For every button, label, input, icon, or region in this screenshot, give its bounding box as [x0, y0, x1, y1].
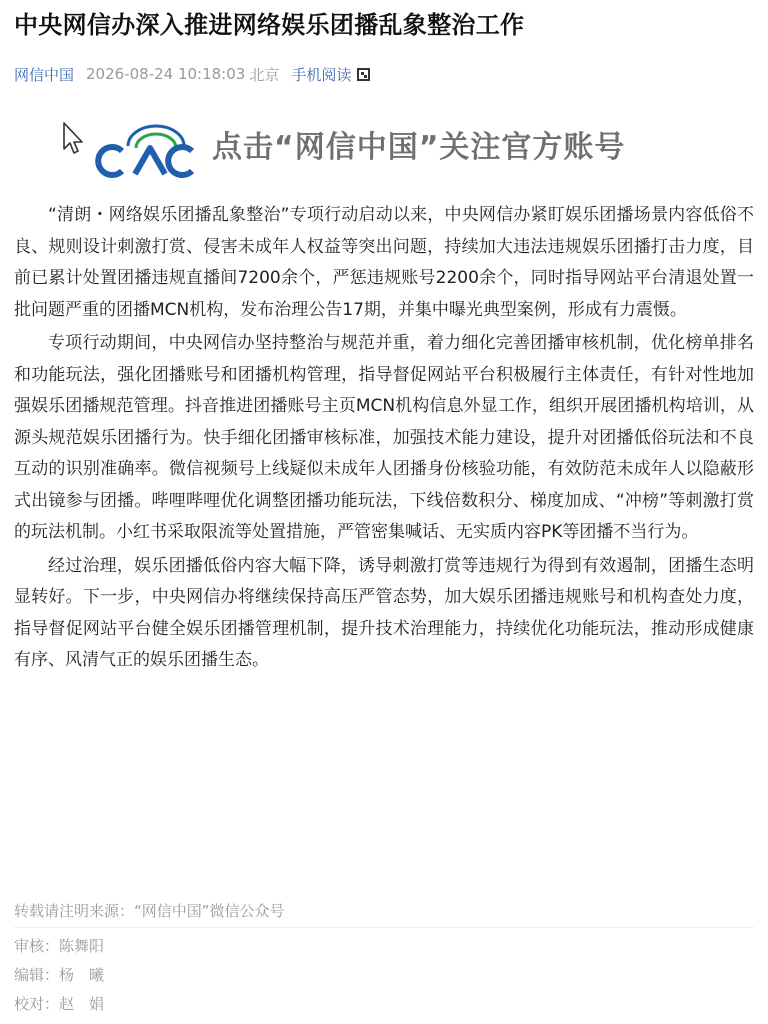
- cac-logo: [88, 124, 224, 178]
- banner-follow-text: 点击“网信中国”关注官方账号: [212, 130, 626, 165]
- article-meta: [14, 62, 370, 86]
- article-title: 中央网信办深入推进网络娱乐团播乱象整治工作: [14, 11, 525, 39]
- publish-location: 北京: [249, 65, 280, 84]
- follow-banner[interactable]: [62, 118, 702, 182]
- proofreader: 校对：赵 娟: [14, 995, 105, 1013]
- paragraph: “清朗・网络娱乐团播乱象整治”专项行动启动以来，中央网信办紧盯娱乐团播场景内容低俗不良、规则设计刺激打赏、侵害未成年人权益等突出问题，持续加大违法违规娱乐团播打击力度，目前已累计处置团播违规直播间7200余个，严惩违规账号2200余个，同时指导网站平台清退处置一批问题严重的团播MCN机构，发布治理公告17期，并集中曝光典型案例，形成有力震慑。: [14, 205, 754, 320]
- editor: 编辑：杨 曦: [14, 966, 105, 984]
- qr-code-icon[interactable]: [357, 68, 370, 81]
- source-link[interactable]: 网信中国: [14, 65, 75, 84]
- paragraph: 经过治理，娱乐团播低俗内容大幅下降，诱导刺激打赏等违规行为得到有效遏制，团播生态明显转好。下一步，中央网信办将继续保持高压严管态势，加大娱乐团播违规账号和机构查处力度，指导督促网站平台健全娱乐团播管理机制，提升技术治理能力，持续优化功能玩法，推动形成健康有序、风清气正的娱乐团播生态。: [14, 555, 754, 670]
- article-footer: [14, 896, 754, 1019]
- cursor-arrow-icon: [62, 122, 86, 156]
- reprint-note: 转载请注明来源：“网信中国”微信公众号: [14, 896, 754, 928]
- mobile-read-link[interactable]: 手机阅读: [291, 65, 352, 84]
- publish-time: 2026-08-24 10:18:03: [86, 65, 246, 83]
- reviewer: 审核：陈舞阳: [14, 937, 105, 955]
- paragraph: 专项行动期间，中央网信办坚持整治与规范并重，着力细化完善团播审核机制，优化榜单排名和功能玩法，强化团播账号和团播机构管理，指导督促网站平台积极履行主体责任，有针对性地加强娱乐团播规范管理。抖音推进团播账号主页MCN机构信息外显工作，组织开展团播机构培训，从源头规范娱乐团播行为。快手细化团播审核标准，加强技术能力建设，提升对团播低俗玩法和不良互动的识别准确率。微信视频号上线疑似未成年人团播身份核验功能，有效防范未成年人以隐蔽形式出镜参与团播。哔哩哔哩优化调整团播功能玩法，下线倍数积分、梯度加成、“冲榜”等刺激打赏的玩法机制。小红书采取限流等处置措施，严管密集喊话、无实质内容PK等团播不当行为。: [14, 333, 754, 542]
- article-body: [14, 200, 754, 679]
